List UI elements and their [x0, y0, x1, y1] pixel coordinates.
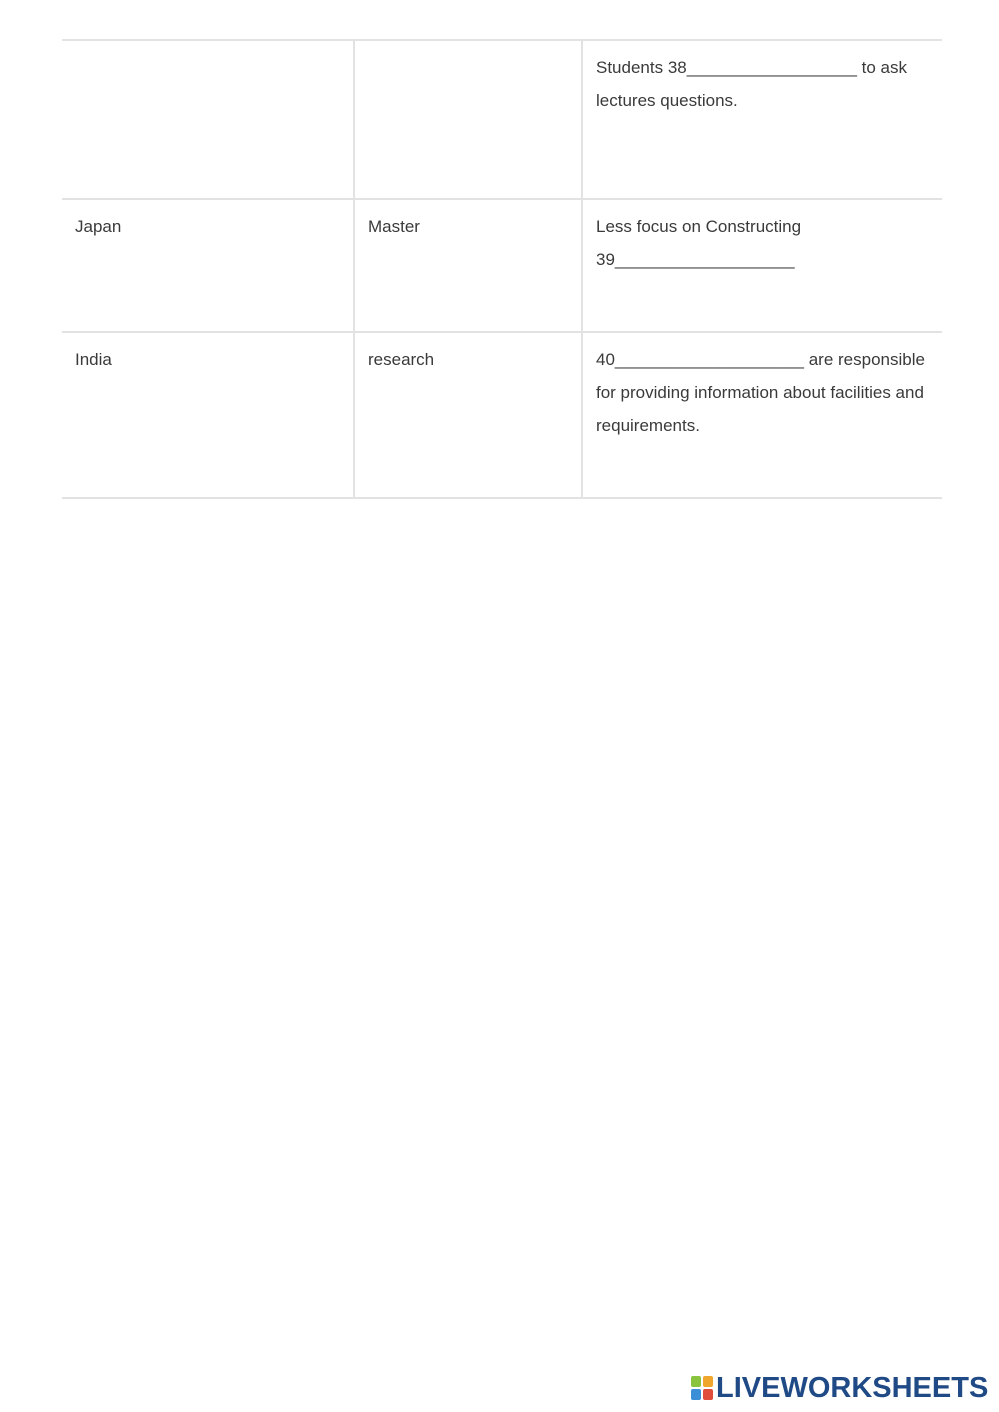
- country-cell: India: [62, 332, 354, 498]
- country-cell: [62, 40, 354, 199]
- table-row: [62, 199, 942, 332]
- logo-square-icon: [703, 1376, 713, 1387]
- table-row: [62, 332, 942, 498]
- logo-square-icon: [691, 1376, 701, 1387]
- logo-square-icon: [703, 1389, 713, 1400]
- detail-cell: Students 38__________________ to ask lectures questions.: [582, 40, 942, 199]
- detail-cell: Less focus on Constructing 39___________________: [582, 199, 942, 332]
- degree-cell: research: [354, 332, 582, 498]
- table-row: [62, 40, 942, 199]
- degree-cell: [354, 40, 582, 199]
- liveworksheets-logo: [691, 1372, 988, 1404]
- worksheet-table: [62, 39, 942, 499]
- detail-cell: 40____________________ are responsible for providing information about facilities and requirements.: [582, 332, 942, 498]
- liveworksheets-logo-icon: [691, 1376, 713, 1400]
- country-cell: Japan: [62, 199, 354, 332]
- logo-text: LIVEWORKSHEETS: [716, 1372, 989, 1404]
- degree-cell: Master: [354, 199, 582, 332]
- logo-square-icon: [691, 1389, 701, 1400]
